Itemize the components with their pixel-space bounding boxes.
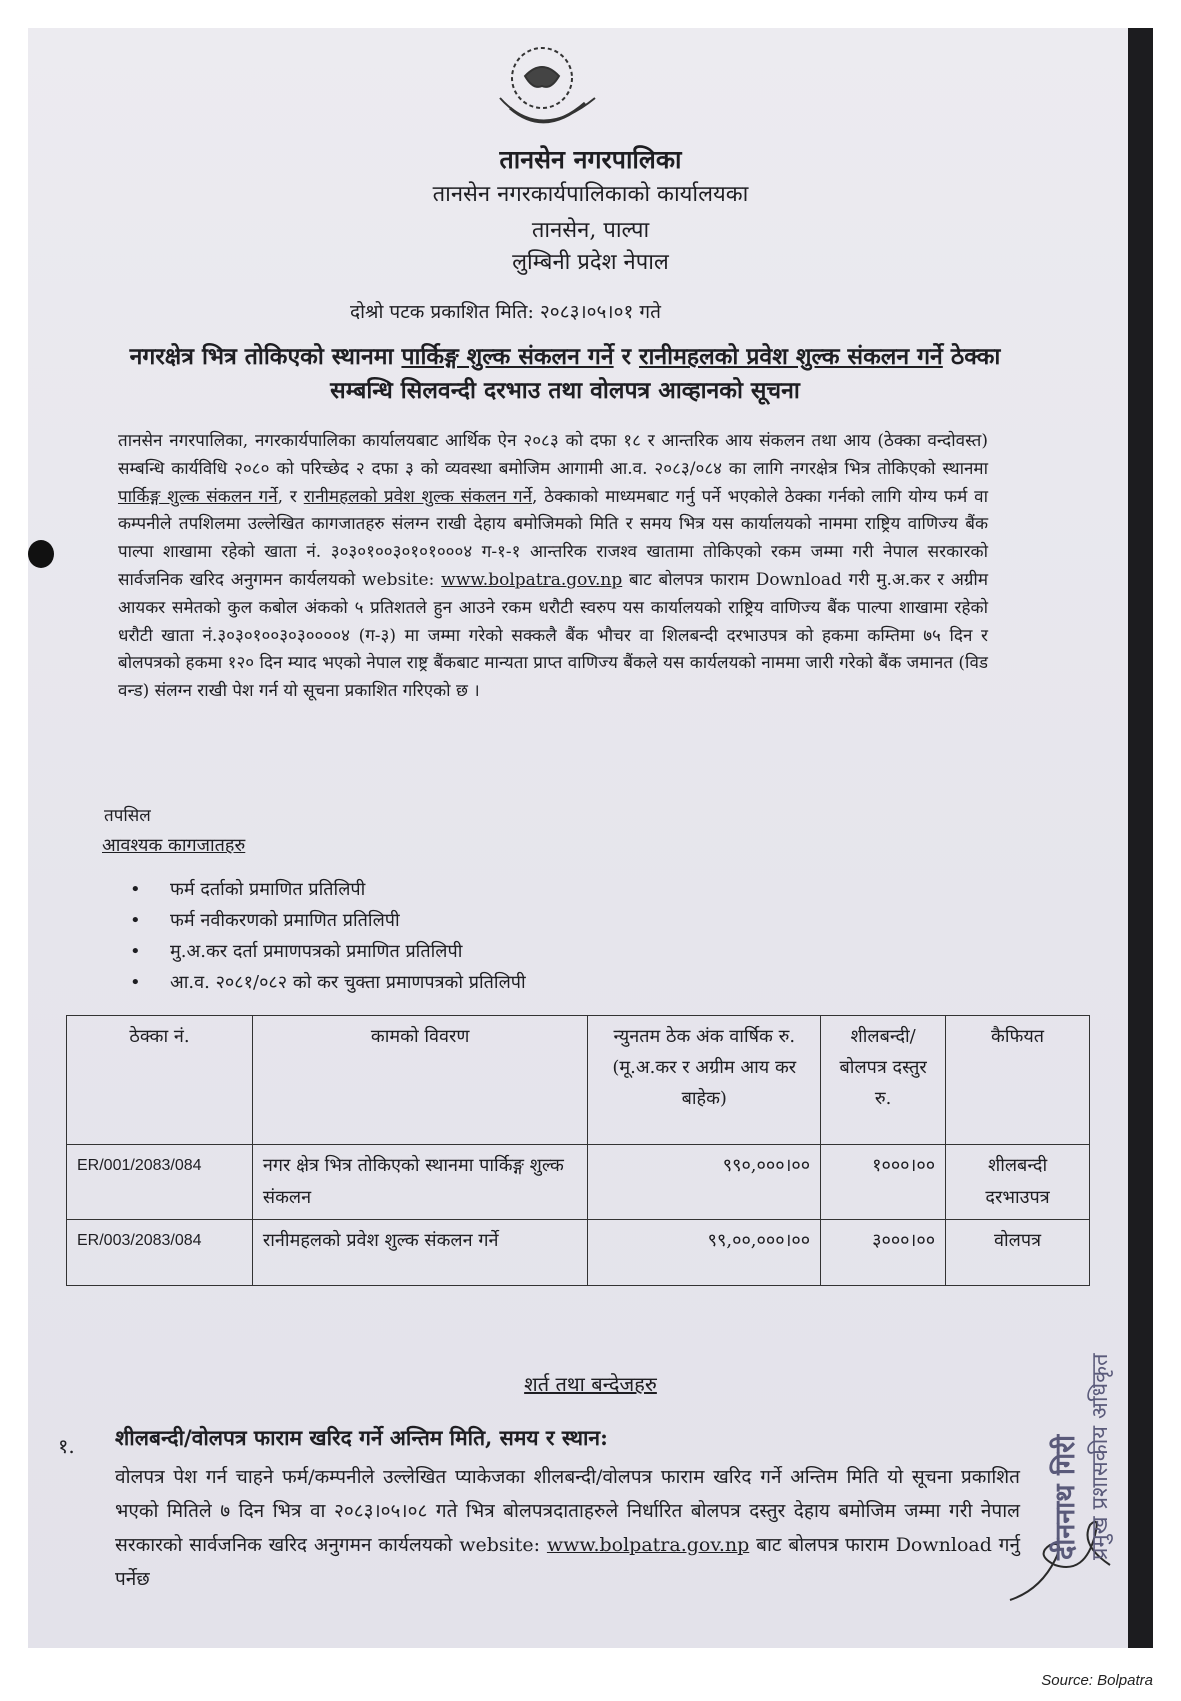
office-name: तानसेन नगरकार्यपालिकाको कार्यालयका — [432, 182, 749, 207]
term-title: शीलबन्दी/वोलपत्र फाराम खरिद गर्ने अन्तिम मिति, समय र स्थान: — [115, 1425, 608, 1450]
cell-bid-fee: ३०००।०० — [821, 1220, 946, 1286]
seal-emblem-icon — [500, 48, 595, 122]
body-and: , र — [277, 486, 304, 507]
header-bid-fee: शीलबन्दी/बोलपत्र दस्तुर रु. — [821, 1016, 946, 1145]
publication-date: दोश्रो पटक प्रकाशित मिति: २०८३।०५।०१ गते — [350, 301, 661, 323]
term-body — [115, 1460, 1020, 1596]
signatory-name: दीननाथ गिरी — [1050, 1434, 1081, 1560]
term-number: १. — [58, 1434, 75, 1458]
cell-contract-no: ER/003/2083/084 — [67, 1220, 253, 1286]
signatory-title: प्रमुख प्रशासकीय अधिकृत — [1088, 1353, 1113, 1560]
bullet-icon: • — [130, 910, 141, 931]
province-country: लुम्बिनी प्रदेश नेपाल — [512, 250, 669, 275]
title-text-1: नगरक्षेत्र भित्र तोकिएको स्थानमा — [129, 343, 402, 370]
notice-title — [125, 340, 1005, 408]
documents-heading: आवश्यक कागजातहरु — [102, 835, 246, 856]
bullet-icon: • — [130, 972, 141, 993]
body-rest: , ठेक्काको माध्यमबाट गर्नु पर्ने भएकोले ठेक्का गर्नको लागि योग्य फर्म वा कम्पनीले तपशिलमा उल्लेखित कागजातहरु संलग्न राखी देहाय बमोजिमको मिति र समय भित्र यस कार्यालयको नाममा राष्ट्रिय वाणिज्य बैंक पाल्पा शाखामा रहेको खाता नं. ३०३०१००३०१०१०००४ ग-१-१ आन्तरिक राजश्व खातामा तोकिएको रकम जम्मा गरी नेपाल सरकारको सार्वजनिक खरिद अनुगमन कार्यलयको website: — [118, 486, 988, 590]
body-parking-fee: पार्किङ्ग शुल्क संकलन गर्ने — [118, 486, 278, 507]
cell-work-description: रानीमहलको प्रवेश शुल्क संकलन गर्ने — [252, 1220, 588, 1286]
cell-bid-fee: १०००।०० — [821, 1145, 946, 1220]
list-item — [130, 939, 526, 970]
body-intro: तानसेन नगरपालिका, नगरकार्यपालिका कार्यालयबाट आर्थिक ऐन २०८३ को दफा १८ र आन्तरिक आय संकलन तथा आय (ठेक्का वन्दोवस्त) सम्बन्धि कार्यविधि २०८० को परिच्छेद २ दफा ३ को व्यवस्था बमोजिम आगामी आ.व. २०८३/०८४ का लागि नगरक्षेत्र भित्र तोकिएको स्थानमा — [118, 431, 988, 479]
cell-contract-no: ER/001/2083/084 — [67, 1145, 253, 1220]
bolpatra-link[interactable]: www.bolpatra.gov.np — [441, 569, 623, 590]
header-contract-no: ठेक्का नं. — [67, 1016, 253, 1145]
title-text-3: ठेक्का सम्बन्धि सिलवन्दी दरभाउ तथा वोलपत्र आव्हानको सूचना — [330, 343, 1001, 404]
header-remarks: कैफियत — [946, 1016, 1090, 1145]
term-body-text: वोलपत्र पेश गर्न चाहने फर्म/कम्पनीले उल्लेखित प्याकेजका शीलबन्दी/वोलपत्र फाराम खरिद गर्ने अन्तिम मिति यो सूचना प्रकाशित भएको मितिले ७ दिन भित्र वा २०८३।०५।०८ गते भित्र बोलपत्रदाताहरुले निर्धारित बोलपत्र दस्तुर देहाय बमोजिम जम्मा गरी नेपाल सरकारको सार्वजनिक खरिद अनुगमन कार्यलयको website: — [115, 1466, 1020, 1556]
table-row — [67, 1145, 1090, 1220]
bullet-icon: • — [130, 941, 141, 962]
document-text: आ.व. २०८१/०८२ को कर चुक्ता प्रमाणपत्रको प्रतिलिपी — [170, 972, 526, 993]
header-minimum-amount: न्युनतम ठेक अंक वार्षिक रु. (मू.अ.कर र अग्रीम आय कर बाहेक) — [588, 1016, 821, 1145]
bullet-icon: • — [130, 879, 141, 900]
title-text-2: र — [613, 343, 640, 370]
municipality-name: तानसेन नगरपालिका — [499, 145, 682, 174]
document-text: मु.अ.कर दर्ता प्रमाणपत्रको प्रमाणित प्रतिलिपी — [170, 941, 463, 962]
title-parking-fee: पार्किङ्ग शुल्क संकलन गर्ने — [401, 343, 614, 370]
cell-remarks: शीलबन्दी दरभाउपत्र — [946, 1145, 1090, 1220]
document-text: फर्म दर्ताको प्रमाणित प्रतिलिपी — [170, 879, 366, 900]
cell-minimum-amount: ९९,००,०००।०० — [588, 1220, 821, 1286]
cell-minimum-amount: ९९०,०००।०० — [588, 1145, 821, 1220]
list-item — [130, 970, 526, 1001]
municipal-seal — [470, 38, 620, 148]
terms-heading: शर्त तथा बन्देजहरु — [524, 1372, 657, 1396]
office-location: तानसेन, पाल्पा — [531, 218, 650, 243]
notice-body — [118, 428, 988, 706]
documents-list — [130, 877, 526, 1001]
table-header-row — [67, 1016, 1090, 1145]
title-ranimahal-fee: रानीमहलको प्रवेश शुल्क संकलन गर्ने — [639, 343, 943, 370]
list-item — [130, 877, 526, 908]
tapasil-label: तपसिल — [104, 806, 151, 826]
punch-hole — [28, 540, 54, 568]
header-work-description: कामको विवरण — [252, 1016, 588, 1145]
list-item — [130, 908, 526, 939]
cell-remarks: वोलपत्र — [946, 1220, 1090, 1286]
tender-table — [66, 1015, 1090, 1286]
term-body-tail: बाट बोलपत्र फाराम Download गर्नु पर्नेछ — [115, 1534, 1020, 1590]
cell-work-description: नगर क्षेत्र भित्र तोकिएको स्थानमा पार्किङ्ग शुल्क संकलन — [252, 1145, 588, 1220]
document-text: फर्म नवीकरणको प्रमाणित प्रतिलिपी — [170, 910, 400, 931]
bolpatra-link[interactable]: www.bolpatra.gov.np — [546, 1534, 750, 1556]
body-tail: बाट बोलपत्र फाराम Download गरी मु.अ.कर र अग्रीम आयकर समेतको कुल कबोल अंकको ५ प्रतिशतले हुन आउने रकम धरौटी स्वरुप यस कार्यालयको राष्ट्रिय वाणिज्य बैंक पाल्पा शाखामा रहेको धरौटी खाता नं.३०३०१००३०३००००४ (ग-३) मा जम्मा गरेको सक्कलै बैंक भौचर वा शिलबन्दी दरभाउपत्र को हकमा कम्तिमा ७५ दिन र बोलपत्रको हकमा १२० दिन म्याद भएको नेपाल राष्ट्र बैंकबाट मान्यता प्राप्त वाणिज्य बैंकले यस कार्यलयको नाममा जारी गरेको बैंक जमानत (विड वन्ड) संलग्न राखी पेश गर्न यो सूचना प्रकाशित गरिएको छ । — [118, 569, 988, 702]
source-credit: Source: Bolpatra — [1041, 1672, 1153, 1689]
body-ranimahal-fee: रानीमहलको प्रवेश शुल्क संकलन गर्ने — [303, 486, 533, 507]
table-row — [67, 1220, 1090, 1286]
